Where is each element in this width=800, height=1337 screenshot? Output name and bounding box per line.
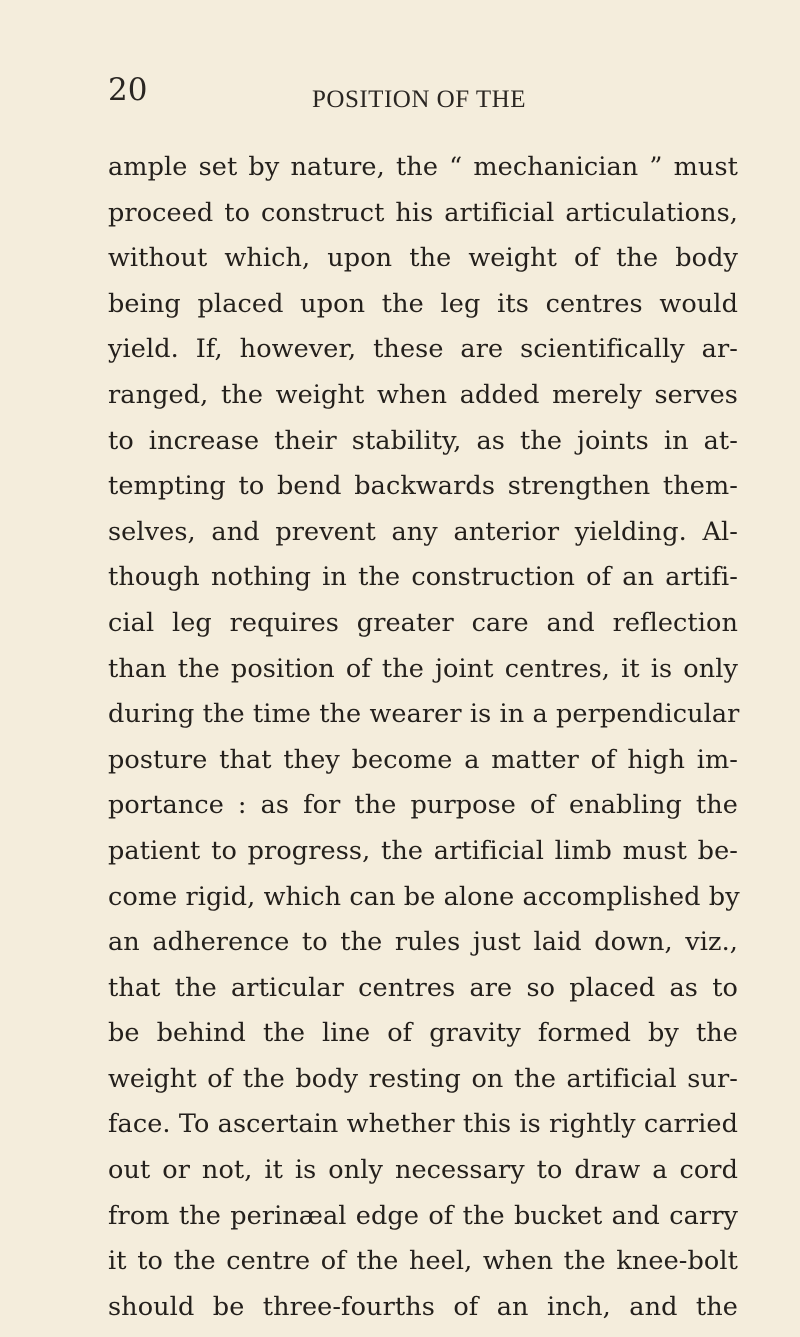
text-line: yield. If, however, these are scientifically ar- xyxy=(108,334,738,365)
text-line: cial leg requires greater care and reflection xyxy=(108,607,738,638)
text-line: be behind the line of gravity formed by the xyxy=(108,1018,738,1049)
text-line: face. To ascertain whether this is rightly carried xyxy=(108,1109,738,1140)
text-line: weight of the body resting on the artificial sur- xyxy=(108,1063,738,1094)
text-line: patient to progress, the artificial limb must be- xyxy=(108,835,738,866)
text-line: than the position of the joint centres, it is only xyxy=(108,653,738,684)
text-line: without which, upon the weight of the body xyxy=(108,243,738,274)
text-line: proceed to construct his artificial articulations, xyxy=(108,197,738,228)
page-number: 20 xyxy=(108,72,148,108)
text-line: out or not, it is only necessary to draw a cord xyxy=(108,1155,738,1186)
text-line: to increase their stability, as the joints in at- xyxy=(108,425,738,456)
text-line: posture that they become a matter of high im- xyxy=(108,744,738,775)
text-line: an adherence to the rules just laid down, viz., xyxy=(108,927,738,958)
body-text xyxy=(108,145,738,1330)
text-line: though nothing in the construction of an artifi- xyxy=(108,562,738,593)
text-line: come rigid, which can be alone accomplished by xyxy=(108,881,740,912)
text-line: during the time the wearer is in a perpendicular xyxy=(108,699,740,730)
text-line: should be three-fourths of an inch, and the xyxy=(108,1291,738,1322)
text-line: ample set by nature, the “ mechanician ” must xyxy=(108,152,738,182)
text-line: being placed upon the leg its centres would xyxy=(108,288,738,319)
text-line: portance : as for the purpose of enabling the xyxy=(108,790,738,821)
text-line: from the perinæal edge of the bucket and carry xyxy=(108,1200,738,1231)
text-line: tempting to bend backwards strengthen them- xyxy=(108,471,738,502)
text-line: that the articular centres are so placed as to xyxy=(108,972,738,1003)
text-line: ranged, the weight when added merely serves xyxy=(108,379,738,410)
text-line: selves, and prevent any anterior yielding. Al- xyxy=(108,516,738,547)
running-head: POSITION OF THE xyxy=(312,86,526,113)
text-line: it to the centre of the heel, when the knee-bolt xyxy=(108,1246,738,1277)
